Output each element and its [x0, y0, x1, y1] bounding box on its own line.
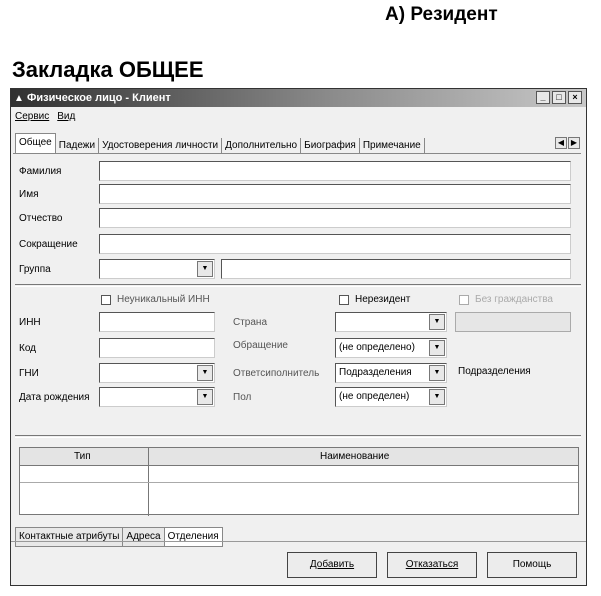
chevron-down-icon[interactable]: ▼ — [429, 389, 445, 405]
maximize-icon[interactable]: □ — [552, 91, 566, 104]
title-bar — [11, 89, 586, 107]
responsible-extra-value: Подразделения — [458, 366, 531, 377]
country-label: Страна — [233, 317, 268, 328]
code-label: Код — [19, 343, 37, 354]
patronymic-input[interactable] — [99, 208, 571, 228]
inn-label: ИНН — [19, 317, 41, 328]
address-form-select[interactable] — [335, 338, 447, 358]
app-icon: ▲ — [14, 92, 24, 104]
gender-label: Пол — [233, 392, 252, 403]
menu-bar — [11, 108, 586, 125]
tab-addresses[interactable]: Адреса — [122, 527, 163, 547]
responsible-value: Подразделения — [339, 367, 412, 378]
doc-heading-resident: А) Резидент — [385, 4, 498, 25]
col-name[interactable]: Наименование — [320, 451, 390, 462]
group-select[interactable] — [99, 259, 215, 279]
table-row — [20, 482, 578, 483]
top-tab-strip — [15, 135, 425, 153]
tab-scroll-left-icon[interactable]: ◀ — [555, 137, 567, 149]
minimize-icon[interactable]: _ — [536, 91, 550, 104]
tab-notes[interactable]: Примечание — [360, 138, 425, 153]
add-button[interactable]: Добавить — [287, 552, 377, 578]
cancel-button[interactable]: Отказаться — [387, 552, 477, 578]
close-icon[interactable]: × — [568, 91, 582, 104]
nonunique-inn-checkbox[interactable] — [101, 295, 111, 305]
name-input[interactable] — [99, 184, 571, 204]
chevron-down-icon[interactable]: ▼ — [429, 365, 445, 381]
no-citizenship-checkbox[interactable] — [459, 295, 469, 305]
button-bar — [11, 541, 586, 585]
general-panel — [13, 153, 581, 433]
birthdate-label: Дата рождения — [19, 392, 90, 403]
tab-id-documents[interactable]: Удостоверения личности — [99, 138, 222, 153]
chevron-down-icon[interactable]: ▼ — [197, 389, 213, 405]
client-window — [10, 88, 587, 586]
separator — [15, 435, 581, 438]
chevron-down-icon[interactable]: ▼ — [429, 314, 445, 330]
chevron-down-icon[interactable]: ▼ — [197, 365, 213, 381]
abbreviation-input[interactable] — [99, 234, 571, 254]
tab-biography[interactable]: Биография — [301, 138, 360, 153]
abbreviation-label: Сокращение — [19, 239, 78, 250]
gni-select[interactable] — [99, 363, 215, 383]
gender-value: (не определен) — [339, 391, 410, 402]
no-citizenship-label: Без гражданства — [475, 294, 553, 305]
country-name-input — [455, 312, 571, 332]
address-form-value: (не определено) — [339, 342, 415, 353]
name-label: Имя — [19, 189, 39, 200]
doc-heading-tab: Закладка ОБЩЕЕ — [12, 57, 204, 82]
patronymic-label: Отчество — [19, 213, 63, 224]
country-select[interactable] — [335, 312, 447, 332]
help-button[interactable]: Помощь — [487, 552, 577, 578]
departments-grid[interactable] — [19, 447, 579, 515]
group-name-input[interactable] — [221, 259, 571, 279]
gender-select[interactable] — [335, 387, 447, 407]
surname-label: Фамилия — [19, 166, 62, 177]
group-label: Группа — [19, 264, 51, 275]
code-input[interactable] — [99, 338, 215, 358]
tab-contact-attributes[interactable]: Контактные атрибуты — [15, 527, 122, 547]
nonunique-inn-label: Неуникальный ИНН — [117, 294, 210, 305]
grid-header — [20, 448, 578, 466]
menu-view[interactable]: Вид — [57, 111, 76, 122]
address-form-label: Обращение — [233, 340, 288, 351]
birthdate-picker[interactable] — [99, 387, 215, 407]
chevron-down-icon[interactable]: ▼ — [429, 340, 445, 356]
tab-general[interactable]: Общее — [15, 133, 56, 153]
tab-additional[interactable]: Дополнительно — [222, 138, 301, 153]
chevron-down-icon[interactable]: ▼ — [197, 261, 213, 277]
window-title: Физическое лицо - Клиент — [27, 92, 171, 104]
responsible-select[interactable] — [335, 363, 447, 383]
responsible-label: Ответсиполнитель — [233, 368, 320, 379]
nonresident-label: Нерезидент — [355, 294, 411, 305]
tab-scroll-right-icon[interactable]: ▶ — [568, 137, 580, 149]
gni-label: ГНИ — [19, 368, 39, 379]
inn-input[interactable] — [99, 312, 215, 332]
menu-service[interactable]: Сервис — [15, 111, 50, 122]
col-type[interactable]: Тип — [74, 451, 91, 462]
tab-cases[interactable]: Падежи — [56, 138, 99, 153]
nonresident-checkbox[interactable] — [339, 295, 349, 305]
tab-scroll — [555, 137, 580, 149]
surname-input[interactable] — [99, 161, 571, 181]
tab-departments[interactable]: Отделения — [164, 527, 223, 547]
separator — [15, 284, 581, 287]
